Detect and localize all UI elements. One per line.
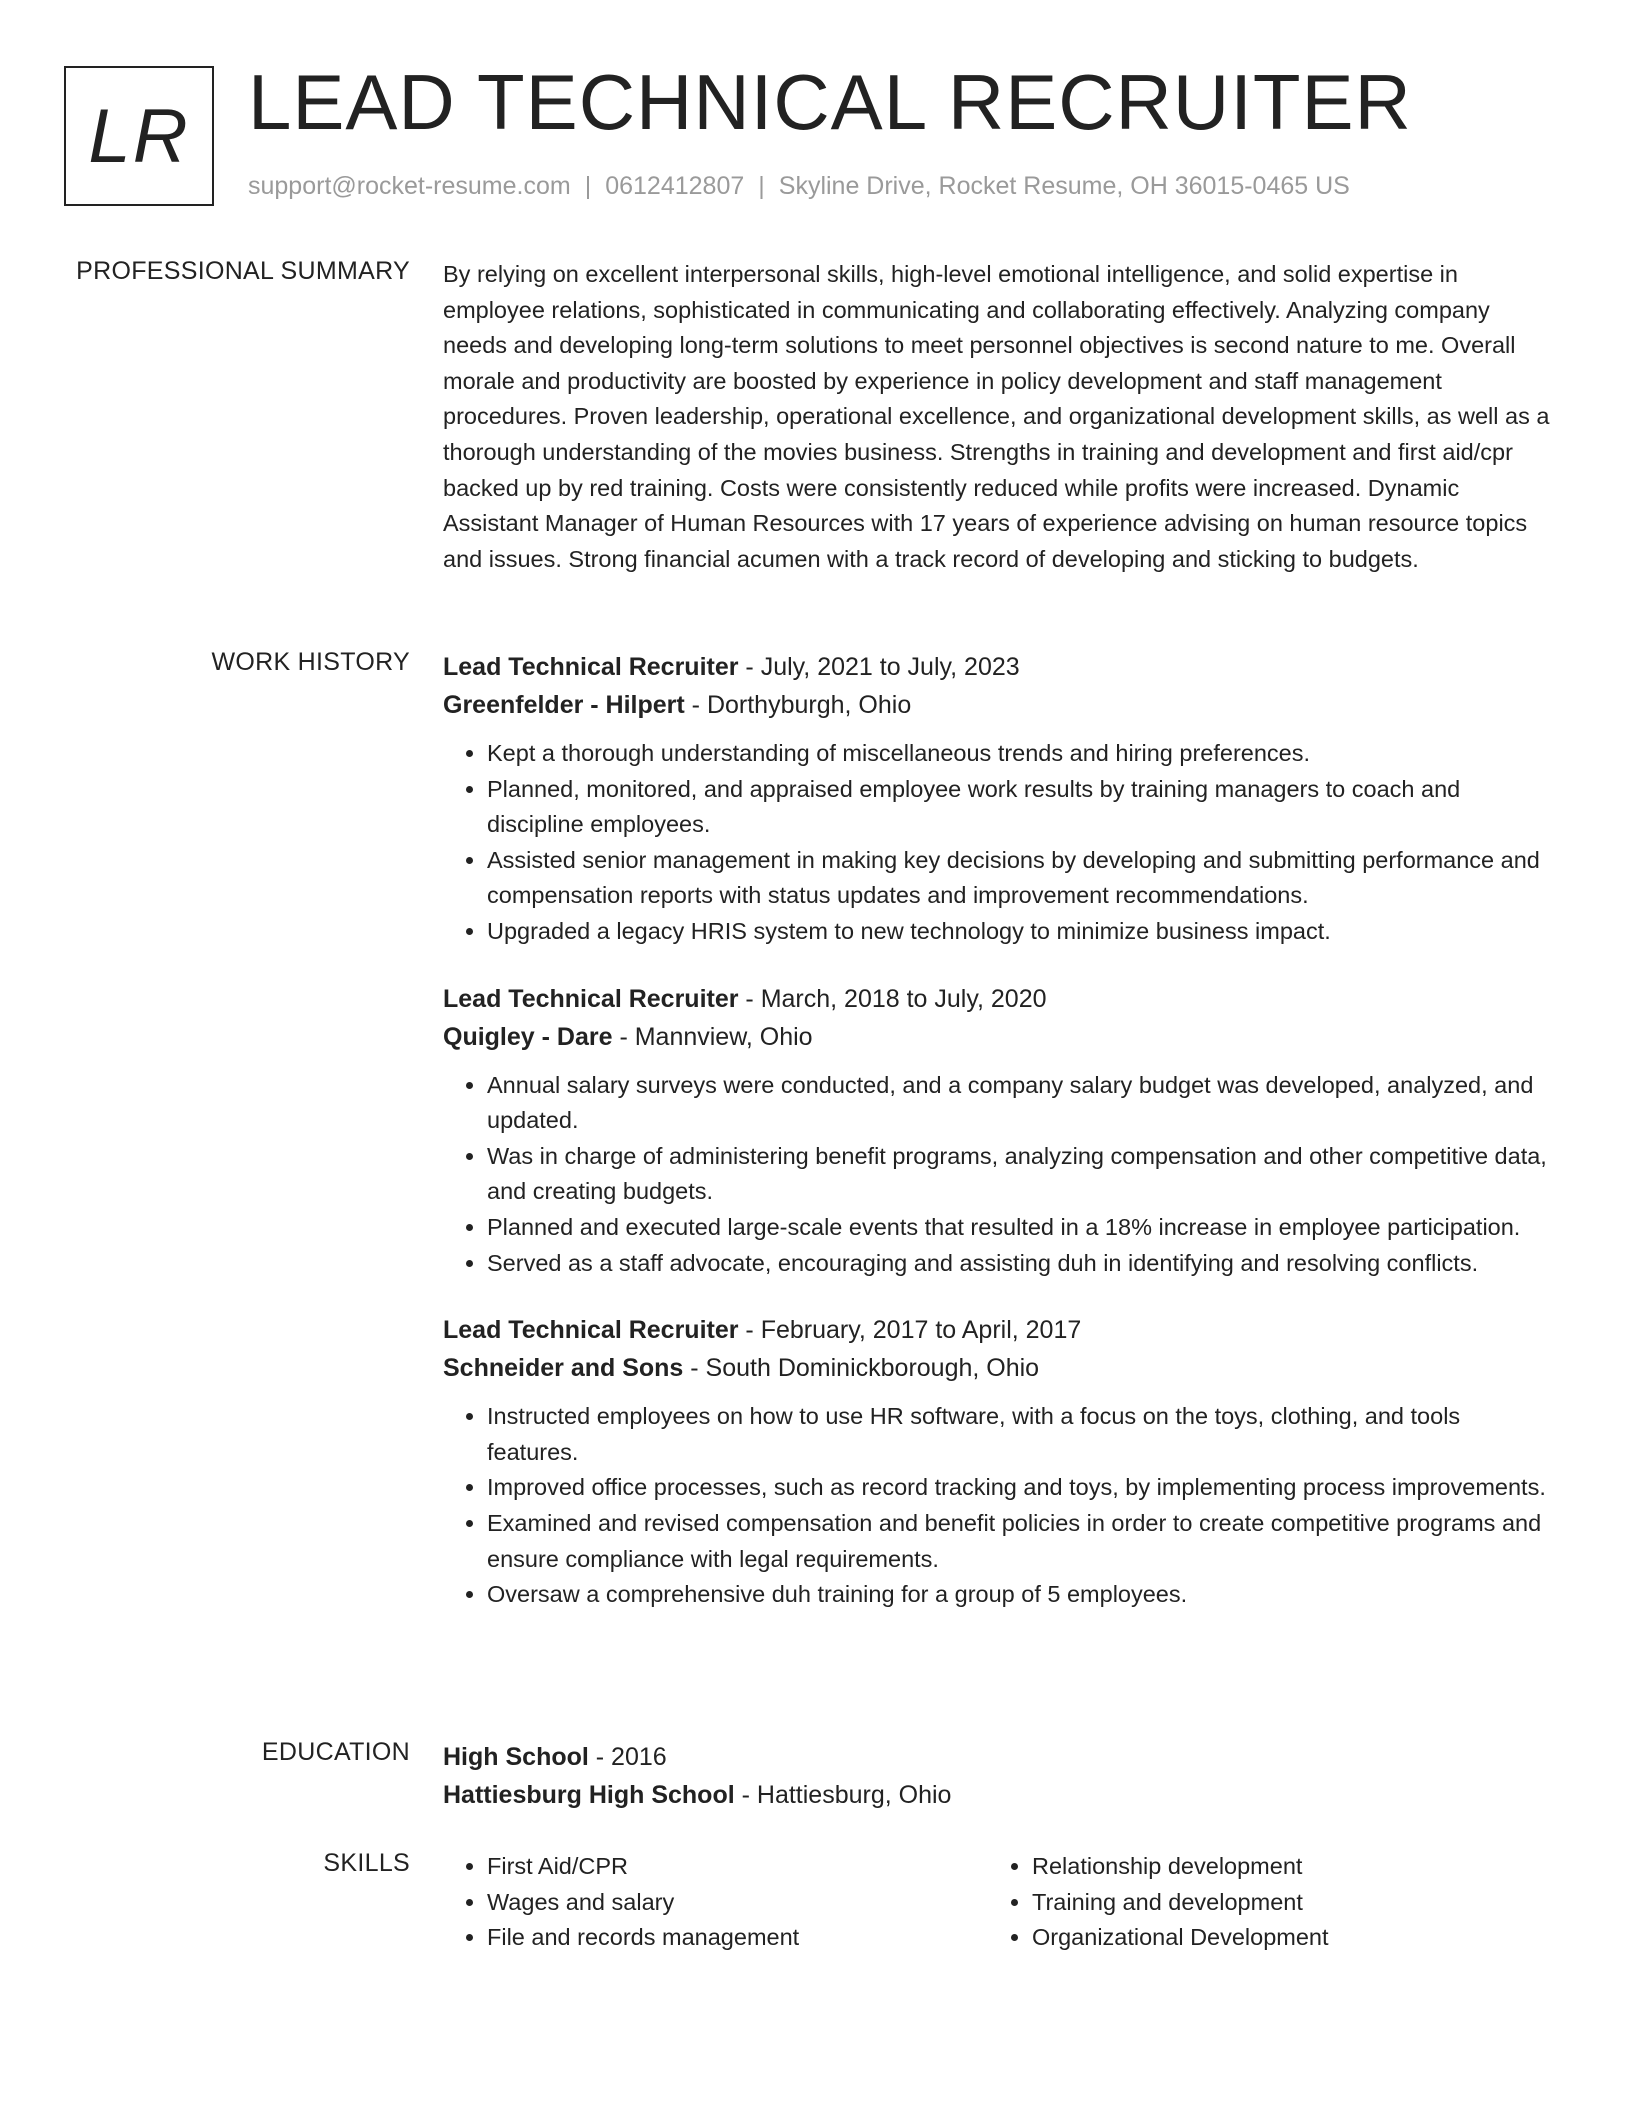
skill-item: • First Aid/CPR (487, 1849, 988, 1885)
job-bullet: • Upgraded a legacy HRIS system to new technology to minimize business impact. (487, 914, 1553, 950)
education-school-line (443, 1776, 1553, 1814)
job-bullet: • Examined and revised compensation and benefit policies in order to create competitive programs and ensure compliance with legal requirements. (487, 1506, 1553, 1577)
job-location: - Dorthyburgh, Ohio (684, 691, 912, 719)
job-title-line (443, 1311, 1553, 1349)
skill-item: • Wages and salary (487, 1885, 988, 1921)
summary-text: By relying on excellent interpersonal skills, high-level emotional intelligence, and solid expertise in employee relations, sophisticated in communicating and collaborating effectively. Analyzing company needs and developing long-term solutions to meet personnel objectives is second nature to me. Overall morale and productivity are boosted by experience in policy development and staff management procedures. Proven leadership, operational excellence, and organizational development skills, as well as a thorough understanding of the movies business. Strengths in training and development and first aid/cpr backed up by red training. Costs were consistently reduced while profits were increased. Dynamic Assistant Manager of Human Resources with 17 years of experience advising on human resource topics and issues. Strong financial acumen with a track record of developing and sticking to budgets. (443, 261, 1550, 572)
job-bullet: • Annual salary surveys were conducted, and a company salary budget was developed, analyzed, and updated. (487, 1068, 1553, 1139)
education-year: - 2016 (588, 1743, 667, 1771)
skills-column-left (443, 1849, 988, 1956)
job-company-line (443, 1349, 1553, 1387)
job-location: - South Dominickborough, Ohio (683, 1354, 1040, 1383)
skills-list (443, 1849, 1553, 1956)
job-bullets (443, 736, 1553, 950)
education-degree: High School (443, 1743, 589, 1771)
education-entry (443, 1738, 1553, 1814)
job-dates: - February, 2017 to April, 2017 (738, 1316, 1082, 1345)
section-label-skills: SKILLS (323, 1849, 410, 1877)
job-entry (443, 980, 1553, 1282)
job-bullet: • Oversaw a comprehensive duh training for a group of 5 employees. (487, 1577, 1553, 1613)
job-bullet: • Served as a staff advocate, encouraging and assisting duh in identifying and resolving conflicts. (487, 1246, 1553, 1282)
job-bullets (443, 1399, 1553, 1613)
skills-column-right (988, 1849, 1533, 1956)
job-entry (443, 648, 1553, 950)
education-school: Hattiesburg High School (443, 1781, 735, 1809)
job-dates: - July, 2021 to July, 2023 (738, 653, 1020, 681)
page-title: LEAD TECHNICAL RECRUITER (248, 58, 1412, 146)
job-bullet: • Planned, monitored, and appraised employee work results by training managers to coach and discipline employees. (487, 772, 1553, 843)
job-bullet: • Instructed employees on how to use HR software, with a focus on the toys, clothing, and tools features. (487, 1399, 1553, 1470)
education-degree-line (443, 1738, 1553, 1776)
job-title: Lead Technical Recruiter (443, 1316, 739, 1345)
job-company-line (443, 686, 1553, 724)
contact-separator: | (758, 172, 765, 200)
contact-line (248, 172, 1350, 201)
section-label-education: EDUCATION (261, 1738, 410, 1766)
section-label-summary: PROFESSIONAL SUMMARY (76, 257, 410, 285)
job-title: Lead Technical Recruiter (443, 984, 739, 1013)
education-location: - Hattiesburg, Ohio (734, 1781, 952, 1809)
job-bullet: • Kept a thorough understanding of miscellaneous trends and hiring preferences. (487, 736, 1553, 772)
skill-item: • Training and development (1032, 1885, 1533, 1921)
contact-separator: | (584, 172, 592, 200)
section-label-work-history: WORK HISTORY (211, 648, 410, 676)
job-bullets (443, 1068, 1553, 1282)
job-title-line (443, 980, 1553, 1018)
job-company: Schneider and Sons (443, 1354, 684, 1383)
job-title: Lead Technical Recruiter (443, 653, 739, 681)
contact-phone[interactable]: 0612412807 (605, 172, 745, 200)
job-company: Quigley - Dare (443, 1022, 613, 1051)
job-bullet: • Planned and executed large-scale events that resulted in a 18% increase in employee participation. (487, 1210, 1553, 1246)
job-entry (443, 1311, 1553, 1613)
job-bullet: • Was in charge of administering benefit programs, analyzing compensation and other competitive data, and creating budgets. (487, 1139, 1553, 1210)
job-bullet: • Improved office processes, such as record tracking and toys, by implementing process improvements. (487, 1470, 1553, 1506)
skill-item: • Relationship development (1032, 1849, 1533, 1885)
job-bullet: • Assisted senior management in making key decisions by developing and submitting performance and compensation reports with status updates and improvement recommendations. (487, 843, 1553, 914)
job-dates: - March, 2018 to July, 2020 (738, 984, 1047, 1013)
contact-email[interactable]: support@rocket-resume.com (248, 172, 571, 200)
contact-address: Skyline Drive, Rocket Resume, OH 36015-0465 US (778, 172, 1350, 200)
monogram-logo: LR (64, 66, 214, 206)
job-location: - Mannview, Ohio (612, 1022, 813, 1051)
job-title-line (443, 648, 1553, 686)
job-company-line (443, 1018, 1553, 1056)
skills-grid (443, 1849, 1553, 1956)
skill-item: • Organizational Development (1032, 1920, 1533, 1956)
work-history-list (443, 648, 1553, 1643)
job-company: Greenfelder - Hilpert (443, 691, 685, 719)
skill-item: • File and records management (487, 1920, 988, 1956)
